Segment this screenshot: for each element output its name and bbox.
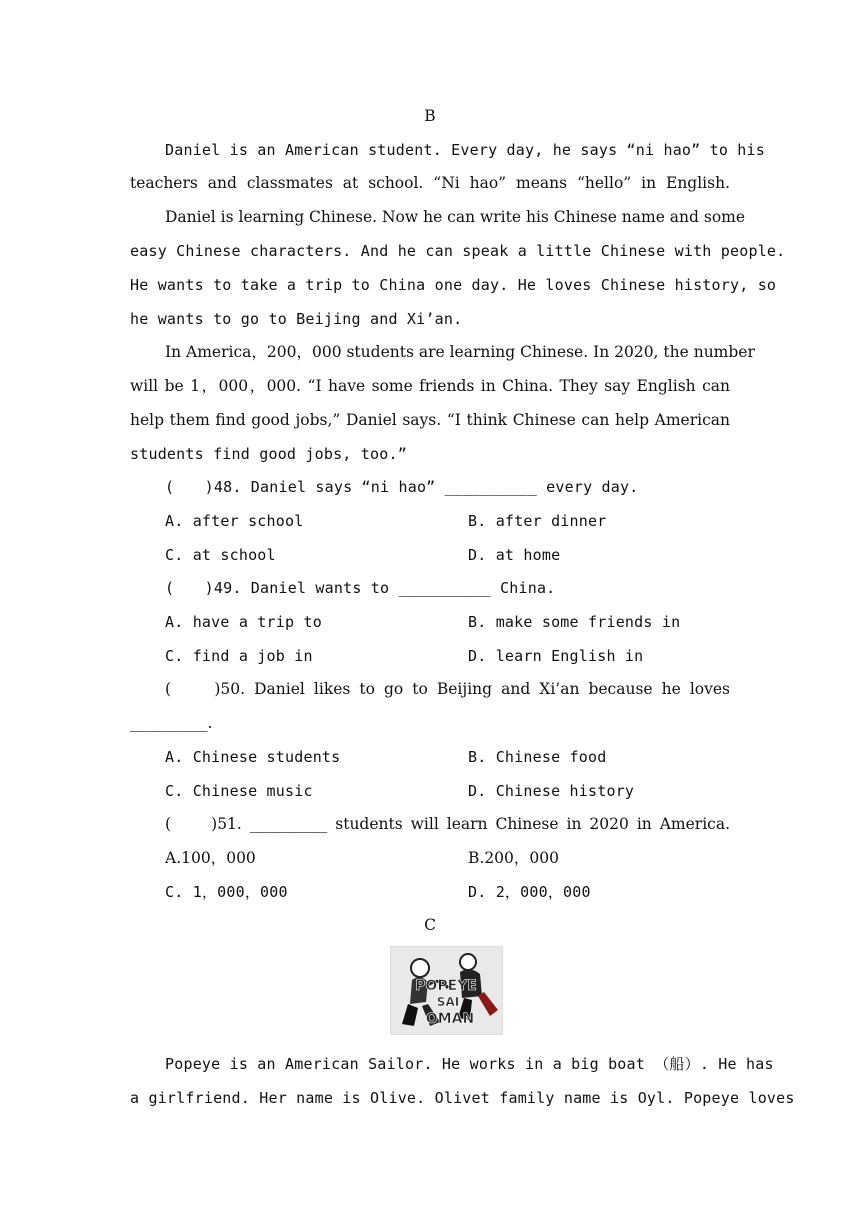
paragraph-line: easy Chinese characters. And he can speak a little Chinese with people. [130,242,786,260]
option-b: B. make some friends in [468,613,681,631]
svg-text:POPEYE: POPEYE [415,978,477,994]
option-c: C. find a job in [165,647,313,665]
question-50-stem-continued: __________. [130,714,213,732]
option-b: B. Chinese food [468,748,607,766]
svg-text:OMAN: OMAN [425,1011,475,1027]
popeye-image [390,946,503,1035]
option-d: D. at home [468,546,561,564]
option-c: C. at school [165,546,276,564]
paragraph-line: he wants to go to Beijing and Xi’an. [130,310,463,328]
question-49-stem: ( )49. Daniel wants to __________ China. [165,579,556,597]
paragraph-line: Daniel is learning Chinese. Now he can write his Chinese name and some [165,208,746,226]
paragraph-line: Daniel is an American student. Every day, he says “ni hao” to his [165,141,765,159]
paragraph-line: He wants to take a trip to China one day. He loves Chinese history, so [130,276,777,294]
option-b: B.200，000 [468,849,559,867]
option-d: D. Chinese history [468,782,635,800]
option-a: A. after school [165,512,304,530]
option-b: B. after dinner [468,512,607,530]
question-51-stem: ( )51. __________ students will learn Chinese in 2020 in America. [165,815,730,833]
paragraph-line: will be 1，000，000. “I have some friends in China. They say English can [130,377,730,395]
section-c-heading: C [424,916,436,934]
option-c: C. Chinese music [165,782,313,800]
section-b-heading: B [424,107,436,125]
paragraph-line: students find good jobs, too.” [130,445,407,463]
option-d: D. learn English in [468,647,644,665]
option-d: D. 2，000，000 [468,883,591,901]
option-a: A. Chinese students [165,748,341,766]
question-50-stem: ( )50. Daniel likes to go to Beijing and Xi’an because he loves [165,680,730,698]
paragraph-line: a girlfriend. Her name is Olive. Olivet family name is Oyl. Popeye loves [130,1089,795,1107]
option-a: A. have a trip to [165,613,322,631]
option-a: A.100，000 [165,849,256,867]
option-c: C. 1，000，000 [165,883,288,901]
paragraph-line: help them find good jobs,” Daniel says. “I think Chinese can help American [130,411,730,429]
svg-text:SAI: SAI [436,995,460,1009]
paragraph-line: In America，200，000 students are learning Chinese. In 2020, the number [165,343,755,361]
question-48-stem: ( )48. Daniel says “ni hao” __________ every day. [165,478,639,496]
paragraph-line: teachers and classmates at school. “Ni hao” means “hello” in English. [130,174,730,192]
paragraph-line: Popeye is an American Sailor. He works in a big boat （船）. He has [165,1055,774,1073]
